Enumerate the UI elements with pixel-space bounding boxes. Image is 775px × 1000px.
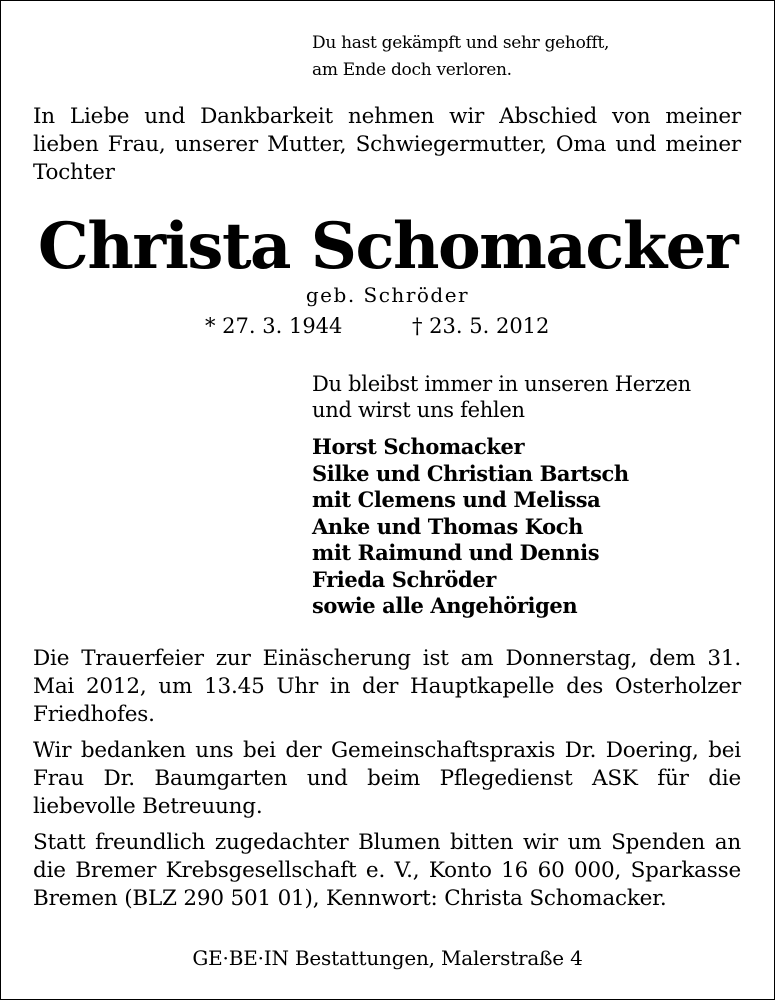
mourners-list <box>312 434 629 620</box>
farewell-line-2: und wirst uns fehlen <box>312 398 525 422</box>
motto-verse <box>312 30 609 84</box>
deceased-name: Christa Schomacker <box>37 209 738 284</box>
thanks-paragraph: Wir bedanken uns bei der Gemeinschaftspraxis Dr. Doering, bei Frau Dr. Baumgarten und beim Pflegedienst ASK für die liebevolle Betreuung. <box>33 738 741 819</box>
birth-date: * 27. 3. 1944 <box>205 314 343 338</box>
farewell-verse <box>312 371 691 423</box>
mourner-entry: Frieda Schröder <box>312 566 496 592</box>
mourner-entry: Anke und Thomas Koch <box>312 513 584 539</box>
motto-line-1: Du hast gekämpft und sehr gehofft, <box>312 33 610 53</box>
funeral-paragraph: Die Trauerfeier zur Einäscherung ist am Donnerstag, dem 31. Mai 2012, um 13.45 Uhr in der Hauptkapelle des Osterholzer Friedhofes. <box>33 646 741 727</box>
mourner-entry: Horst Schomacker <box>312 434 525 459</box>
mourner-entry: Silke und Christian Bartsch <box>312 460 629 486</box>
farewell-line-1: Du bleibst immer in unseren Herzen <box>312 372 691 396</box>
maiden-name: geb. Schröder <box>305 283 470 307</box>
death-date: † 23. 5. 2012 <box>412 314 550 338</box>
mourner-entry: mit Raimund und Dennis <box>312 540 600 565</box>
motto-line-2: am Ende doch verloren. <box>312 60 512 80</box>
mourner-entry: sowie alle Angehörigen <box>312 593 578 618</box>
donations-paragraph: Statt freundlich zugedachter Blumen bitten wir um Spenden an die Bremer Krebsgesellschaft e. V., Konto 16 60 000, Sparkasse Bremen (BLZ 290 501 01), Kennwort: Christa Schomacker. <box>33 830 741 911</box>
undertaker-footer: GE·BE·IN Bestattungen, Malerstraße 4 <box>192 946 583 970</box>
mourner-entry: mit Clemens und Melissa <box>312 487 601 512</box>
intro-text: In Liebe und Dankbarkeit nehmen wir Abschied von meiner lieben Frau, unserer Mutter, Schwiegermutter, Oma und meiner Tochter <box>33 104 741 185</box>
